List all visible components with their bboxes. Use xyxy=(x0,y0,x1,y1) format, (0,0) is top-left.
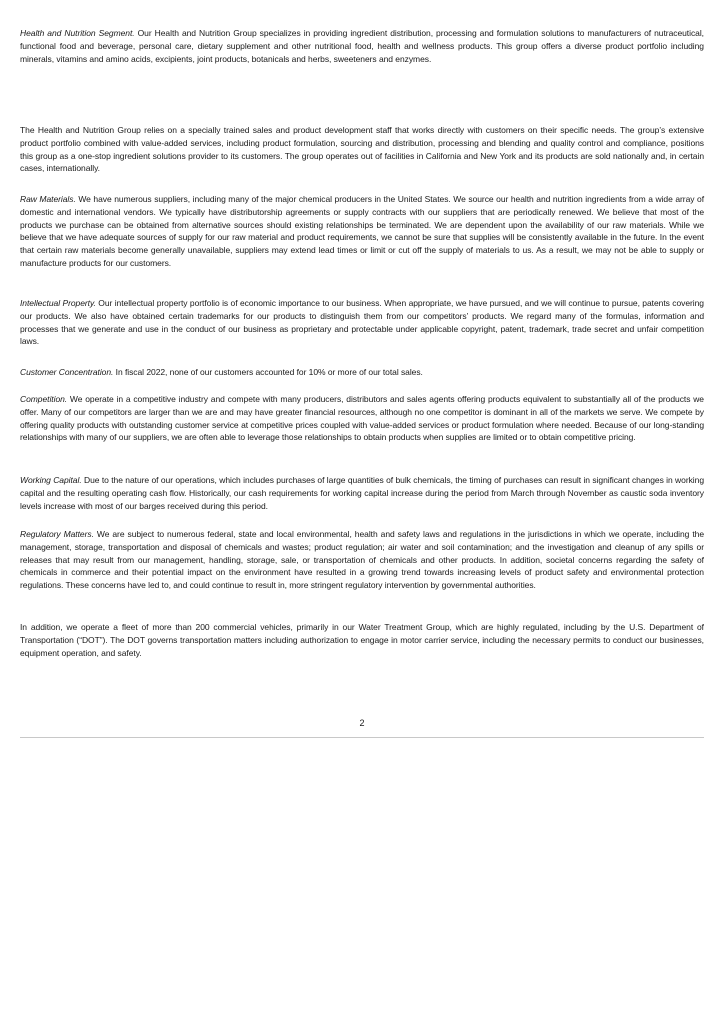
page-number: 2 xyxy=(359,718,365,728)
paragraph-regulatory-matters xyxy=(20,528,704,592)
paragraph-commercial-vehicles xyxy=(20,621,704,659)
paragraph-text: We have numerous suppliers, including many of the major chemical producers in the United States. We source our health and nutrition ingredients from a wide array of domestic and international vendors. We typically have distributorship agreements or supply contracts with our suppliers that are periodically renewed. We believe that most of the products we purchase can be obtained from alternative sources should existing relationships be terminated. We are dependent upon the availability of our raw materials. While we believe that we have adequate sources of supply for our raw material and product requirements, we cannot be sure that supplies will be consistently available in the future. In the event that certain raw materials become generally unavailable, suppliers may extend lead times or limit or cut off the supply of materials to us. As a result, we may not be able to supply or manufacture products for our customers. xyxy=(20,194,705,268)
footer-divider xyxy=(20,737,704,738)
paragraph-working-capital xyxy=(20,474,704,512)
paragraph-heading: Raw Materials. xyxy=(20,194,76,204)
paragraph-intellectual-property xyxy=(20,297,704,348)
paragraph-raw-materials xyxy=(20,193,704,270)
paragraph-heading: Working Capital. xyxy=(20,475,82,485)
paragraph-text: In addition, we operate a fleet of more than 200 commercial vehicles, primarily in our Water Treatment Group, which are highly regulated, including by the U.S. Department of Transportation (“DOT”). The DOT governs transportation matters including authorization to engage in motor carrier service, including the necessary permits to conduct our businesses, equipment operation, and safety. xyxy=(20,622,704,658)
paragraph-text: In fiscal 2022, none of our customers accounted for 10% or more of our total sales. xyxy=(113,367,423,377)
paragraph-text: We operate in a competitive industry and compete with many producers, distributors and sales agents offering products equivalent to substantially all of the products we offer. Many of our competitors are larger than we are and may have greater financial resources, although no one competitor is dominant in all of the markets we serve. We compete by offering quality products with outstanding customer service at competitive prices coupled with value-added services or product formulation where needed. Because of our long-standing relationships with many of our suppliers, we are often able to leverage those relationships to obtain products when supplies are limited or to obtain competitive pricing. xyxy=(20,394,704,443)
paragraph-health-nutrition-segment xyxy=(20,27,704,65)
paragraph-customer-concentration xyxy=(20,366,704,379)
paragraph-text: We are subject to numerous federal, state and local environmental, health and safety laws and regulations in the jurisdictions in which we operate, including the management, storage, transportation and disposal of chemicals and wastes; product regulation; air water and soil contamination; and the investigation and cleanup of any spills or releases that may result from our management, handling, storage, sale, or transportation of chemicals and other products. In addition, societal concerns regarding the safety of chemicals in commerce and their potential impact on the environment have resulted in a growing trend towards increasing levels of product safety and environmental protection regulations. These concerns have led to, and could continue to result in, more stringent regulatory intervention by governmental authorities. xyxy=(20,529,705,591)
paragraph-text: Our intellectual property portfolio is of economic importance to our business. When appropriate, we have pursued, and we will continue to pursue, patents covering our products. We also have obtained certain trademarks for our products to distinguish them from our competitors’ products. We regard many of the formulas, information and processes that we generate and use in the conduct of our business as proprietary and protectable under applicable copyright, patent, trademark, trade secret and unfair competition laws. xyxy=(20,298,704,347)
paragraph-heading: Health and Nutrition Segment. xyxy=(20,28,135,38)
paragraph-text: The Health and Nutrition Group relies on a specially trained sales and product development staff that works directly with customers on their specific needs. The group’s extensive product portfolio combined with value-added services, including product formulation, sourcing and distribution, processing and blending and quality control and compliance, positions this group as a one-stop ingredient solutions provider to its customers. The group operates out of facilities in California and New York and its products are sold nationally and, in certain cases, internationally. xyxy=(20,125,704,174)
paragraph-heading: Intellectual Property. xyxy=(20,298,96,308)
paragraph-heading: Competition. xyxy=(20,394,68,404)
paragraph-text: Due to the nature of our operations, which includes purchases of large quantities of bulk chemicals, the timing of purchases can result in significant changes in working capital and the resulting operating cash flow. Historically, our cash requirements for working capital increase during the period from March through November as caustic soda inventory levels increase with most of our barges received during this period. xyxy=(20,475,704,511)
paragraph-heading: Regulatory Matters. xyxy=(20,529,94,539)
paragraph-heading: Customer Concentration. xyxy=(20,367,114,377)
paragraph-competition xyxy=(20,393,704,444)
paragraph-health-nutrition-group xyxy=(20,124,704,175)
paragraph-text: Our Health and Nutrition Group specializes in providing ingredient distribution, processing and formulation solutions to manufacturers of nutraceutical, functional food and beverage, personal care, dietary supplement and other nutritional food, health and wellness products. This group offers a diverse product portfolio including minerals, vitamins and amino acids, excipients, joint products, botanicals and herbs, sweeteners and enzymes. xyxy=(20,28,704,64)
